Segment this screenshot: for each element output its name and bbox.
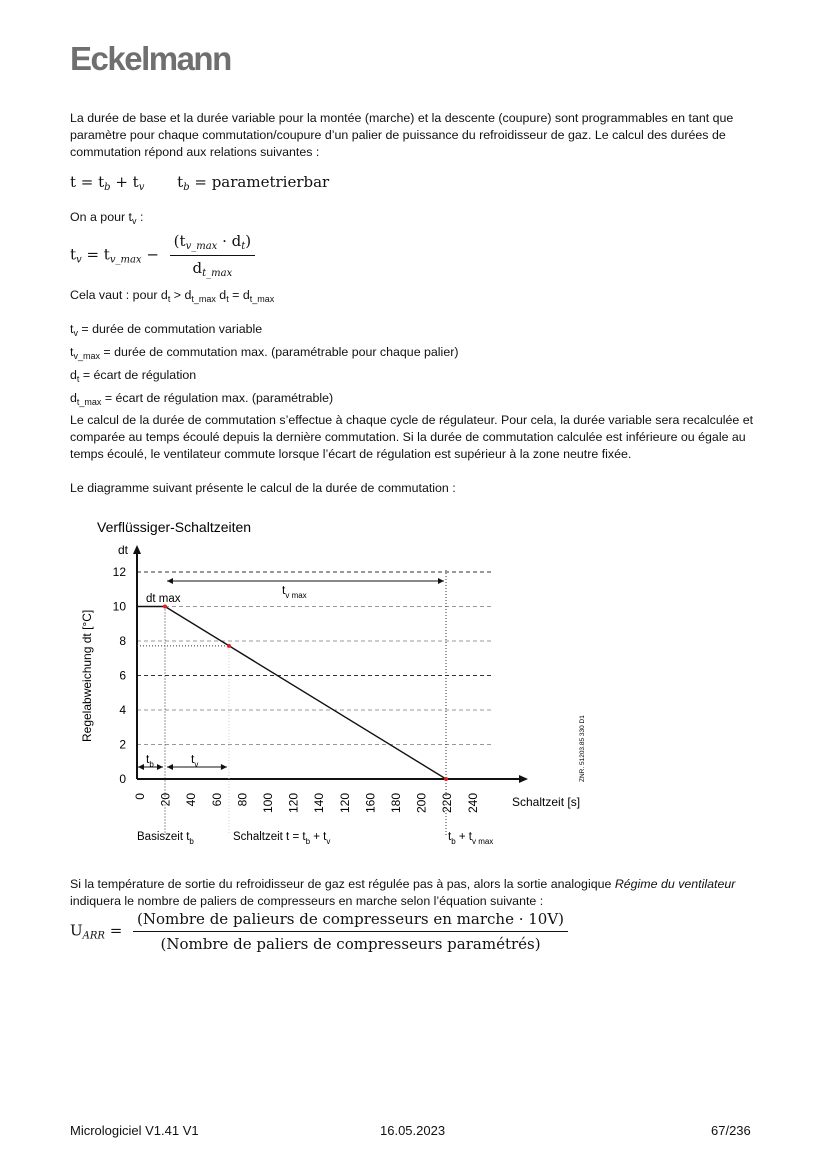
- y-tick-label: 6: [119, 668, 126, 683]
- sub: t: [76, 374, 80, 384]
- sub: v: [326, 837, 331, 846]
- tv-max-label: [282, 583, 307, 600]
- data-point: [227, 644, 231, 648]
- eq-text: = t: [81, 245, 110, 264]
- sub: t_max: [76, 397, 102, 407]
- sub: t: [167, 294, 171, 304]
- equation-tv: [70, 232, 255, 279]
- sub: b: [305, 837, 311, 846]
- eq-text: = parametrierbar: [189, 173, 330, 191]
- numerator: (Nombre de palieurs de compresseurs en marche · 10V): [133, 910, 568, 932]
- t: t: [146, 752, 150, 766]
- paragraph-diagramme: Le diagramme suivant présente le calcul de la durée de commutation :: [70, 481, 456, 495]
- text: d: [70, 391, 77, 405]
- text: Si la température de sortie du refroidisseur de gaz est régulée pas à pas, alors la sortie analogique: [70, 877, 615, 891]
- eq-sub: b: [183, 182, 190, 193]
- footer-page-number: 67/236: [711, 1123, 751, 1138]
- switching-time-chart: [0, 510, 827, 860]
- eq-text: · d: [217, 232, 242, 250]
- x-tick-label: 220: [440, 793, 455, 814]
- fraction: [170, 232, 255, 279]
- definitions-list: [70, 320, 760, 412]
- eq-text: + t: [110, 173, 139, 191]
- data-point: [163, 605, 167, 609]
- sub: t_max: [249, 294, 275, 304]
- eq-text: =: [104, 921, 128, 940]
- text: = durée de commutation variable: [77, 322, 263, 336]
- y-axis-label: Regelabweichung dt [°C]: [80, 609, 94, 742]
- eckelmann-logo: Eckelmann: [70, 40, 231, 77]
- sub: b: [149, 760, 154, 769]
- text: d: [70, 368, 77, 382]
- text: = d: [228, 288, 250, 302]
- t: t: [191, 752, 195, 766]
- t: + t: [310, 831, 327, 843]
- t: t: [282, 583, 286, 597]
- paragraph-calcul: Le calcul de la durée de commutation s’effectue à chaque cycle de régulateur. Pour cela, la durée variable sera recalculée et comparée au temps écoulé depuis la dernière commutation. Si la durée de commutation calculée est inférieure ou égale au temps écoulé, le ventilateur commute lorsque l’écart de régulation est supérieur à la zone neutre fixée.: [70, 413, 754, 461]
- reference-number: ZNR. 51203.85 330 D1: [579, 715, 586, 782]
- sub: v max: [471, 837, 494, 846]
- y-tick-label: 10: [112, 599, 126, 614]
- definition: [70, 366, 760, 389]
- text: t: [70, 345, 74, 359]
- data-point: [444, 777, 448, 781]
- dt-series-line: [137, 607, 446, 780]
- eq-sub: v: [76, 254, 82, 266]
- cela-vaut: [70, 287, 760, 308]
- sub: v: [194, 760, 199, 769]
- t: + t: [455, 831, 472, 843]
- sub: t_max: [191, 294, 216, 304]
- text: indiquera le nombre de paliers de compresseurs en marche selon l’équation suivante :: [70, 894, 544, 908]
- y-axis-arrow-icon: [133, 545, 141, 554]
- x-tick-label: 100: [261, 793, 275, 814]
- denominator: (Nombre de paliers de compresseurs paramétrés): [160, 935, 541, 953]
- x-axis-arrow-icon: [519, 775, 528, 783]
- y-tick-label: 8: [119, 634, 126, 648]
- x-tick-label: 180: [389, 793, 403, 814]
- paragraph-regime: [70, 876, 760, 910]
- footer-version: Micrologiciel V1.41 V1: [70, 1123, 199, 1138]
- x-axis-label: Schaltzeit [s]: [512, 795, 581, 809]
- y-tick-label: 2: [119, 737, 126, 752]
- dt-max-label: dt max: [146, 593, 181, 605]
- equation-uarr: [70, 910, 568, 953]
- text: t: [70, 322, 74, 336]
- fraction: [133, 910, 568, 953]
- t: t: [448, 831, 452, 843]
- text: On a pour t: [70, 210, 132, 224]
- schaltzeit-formula-label: [233, 831, 330, 846]
- t: Schaltzeit t = t: [233, 831, 306, 843]
- eq-sub: v: [138, 182, 145, 193]
- x-tick-label: 240: [465, 793, 480, 814]
- equation-t: [70, 173, 329, 193]
- definition: [70, 320, 760, 343]
- text: :: [136, 210, 144, 224]
- x-tick-label: 20: [158, 793, 173, 807]
- text-italic: Régime du ventilateur: [614, 877, 736, 891]
- y-axis-name: dt: [118, 543, 129, 557]
- eq-sub: v_max: [185, 241, 218, 252]
- x-tick-label: 40: [184, 793, 199, 807]
- eq-text: (t: [173, 232, 186, 250]
- y-tick-label: 4: [119, 703, 126, 717]
- eq-text: ): [245, 232, 252, 250]
- basiszeit-label: [137, 831, 194, 846]
- y-tick-label: 0: [119, 772, 126, 786]
- sub: v: [132, 216, 137, 226]
- x-tick-label: 120: [286, 793, 301, 814]
- sub: v_max: [73, 351, 100, 361]
- eq-text: t = t: [70, 173, 105, 191]
- sub: v: [73, 328, 78, 338]
- tv-label: [191, 752, 198, 769]
- definition: [70, 343, 760, 366]
- text: Cela vaut : pour d: [70, 288, 168, 302]
- text: > d: [170, 288, 192, 302]
- eq-text: −: [141, 245, 164, 264]
- text: = durée de commutation max. (paramétrable pour chaque palier): [99, 345, 459, 359]
- sub: b: [189, 837, 194, 846]
- paragraph-intro: La durée de base et la durée variable pour la montée (marche) et la descente (coupure) sont programmables en tant que paramètre pour chaque commutation/coupure d’un palier de puissance du refroidisseur de gaz. Le calcul des durées de commutation répond aux relations suivantes :: [70, 111, 734, 159]
- sub: t: [226, 294, 229, 304]
- x-tick-label: 80: [235, 793, 250, 807]
- x-tick-label: 0: [133, 793, 147, 800]
- chart-title: Verflüssiger-Schaltzeiten: [97, 519, 252, 535]
- eq-sub: b: [104, 182, 111, 193]
- text: d: [215, 288, 227, 302]
- x-tick-label: 60: [209, 793, 224, 807]
- eq-text: U: [70, 921, 83, 940]
- footer-date: 16.05.2023: [380, 1123, 446, 1138]
- x-tick-label: 140: [312, 793, 327, 814]
- text: = écart de régulation max. (paramétrable): [101, 391, 334, 405]
- eq-text: t: [70, 245, 77, 264]
- tb-label: [146, 752, 154, 769]
- eq-text: d: [192, 259, 203, 277]
- x-tick-label: 160: [363, 793, 378, 814]
- tb-plus-tvmax-label: [448, 831, 493, 846]
- definition: [70, 389, 760, 412]
- text: = écart de régulation: [79, 368, 197, 382]
- eq-text: t: [177, 173, 184, 191]
- sub: v max: [285, 591, 307, 600]
- eq-sub: v_max: [109, 254, 142, 266]
- t: Basiszeit t: [137, 831, 190, 843]
- on-a-pour: [70, 209, 760, 230]
- x-tick-label: 200: [414, 793, 429, 814]
- sub: b: [451, 837, 456, 846]
- eq-sub: t: [241, 241, 246, 252]
- eq-sub: ARR: [82, 930, 105, 942]
- x-tick-label: 120: [337, 793, 352, 814]
- y-tick-label: 12: [112, 565, 126, 579]
- eq-sub: t_max: [202, 268, 233, 279]
